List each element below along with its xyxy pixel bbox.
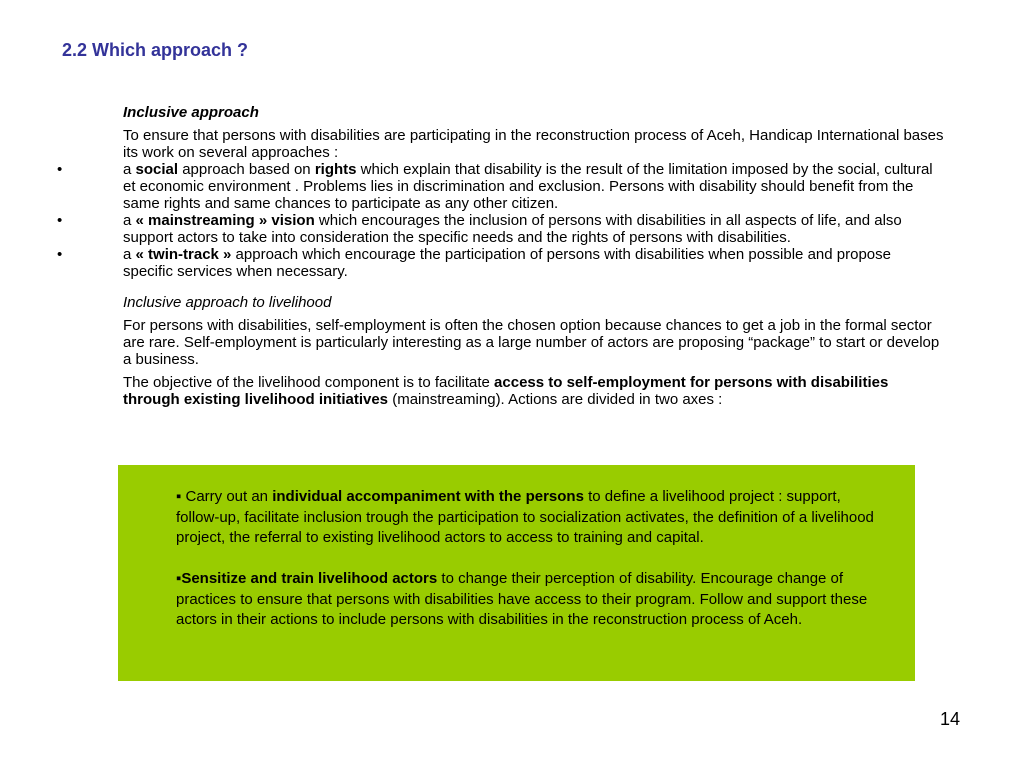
bold-accompaniment: individual accompaniment with the persons [272, 488, 584, 505]
bold-twin-track: « twin-track » [135, 246, 232, 263]
actions-box-content [176, 487, 876, 631]
slide-body [57, 104, 945, 408]
livelihood-para-1: For persons with disabilities, self-employment is often the chosen option because chances to get a job in the formal sector are rare. Self-employment is particularly interesting as a large number of actors are proposing “package” to start or develop a business. [123, 317, 940, 368]
slide-title: 2.2 Which approach ? [62, 40, 249, 60]
bullet-marker: • [57, 212, 63, 229]
actions-box [118, 465, 915, 681]
bullet-mainstreaming: • a « mainstreaming » vision which encourages the inclusion of persons with disabilities in all aspects of life, and also support actors to take into consideration the specific needs and the rights of persons with disabilities. [57, 212, 902, 246]
action-item-sensitize: ▪Sensitize and train livelihood actors to change their perception of disability. Encourage change of practices to ensure that persons with disabilities have access to their program. Follow and support these actors in their actions to include persons with disabilities in the reconstruction process of Aceh. [176, 570, 868, 628]
livelihood-heading: Inclusive approach to livelihood [123, 294, 332, 311]
action-item-accompaniment: ▪ Carry out an individual accompaniment with the persons to define a livelihood project : support, follow-up, facilitate inclusion trough the participation to socialization activates, the definition of a livelihood project, the referral to existing livelihood actors to access to training and capital. [176, 488, 874, 546]
bullet-marker: • [57, 246, 63, 263]
bold-rights: rights [314, 161, 357, 178]
bullet-social: • a social approach based on rights which explain that disability is the result of the limitation imposed by the social, cultural et economic environment . Problems lies in discrimination and exclusion. Persons with disability should benefit from the same rights and same chances to participate as any other citizen. [57, 161, 933, 212]
livelihood-para-2: The objective of the livelihood component is to facilitate access to self-employment for persons with disabilities through existing livelihood initiatives (mainstreaming). Actions are divided in two axes : [123, 374, 889, 408]
bold-self-employment: access to self-employment for persons with disabilities through existing livelihood initiatives [123, 374, 889, 408]
bold-social: social [135, 161, 179, 178]
page-number: 14 [940, 709, 961, 729]
bold-mainstreaming: « mainstreaming » vision [135, 212, 315, 229]
action-item-spacer [176, 549, 876, 570]
inclusive-approach-intro: To ensure that persons with disabilities are participating in the reconstruction process of Aceh, Handicap International bases its work on several approaches : [123, 127, 944, 161]
bullet-twin-track: • a « twin-track » approach which encourage the participation of persons with disabilities when possible and propose specific services when necessary. [57, 246, 891, 280]
bold-sensitize: Sensitize and train livelihood actors [181, 570, 438, 587]
bullet-marker: • [57, 161, 63, 178]
inclusive-approach-heading: Inclusive approach [123, 104, 259, 121]
